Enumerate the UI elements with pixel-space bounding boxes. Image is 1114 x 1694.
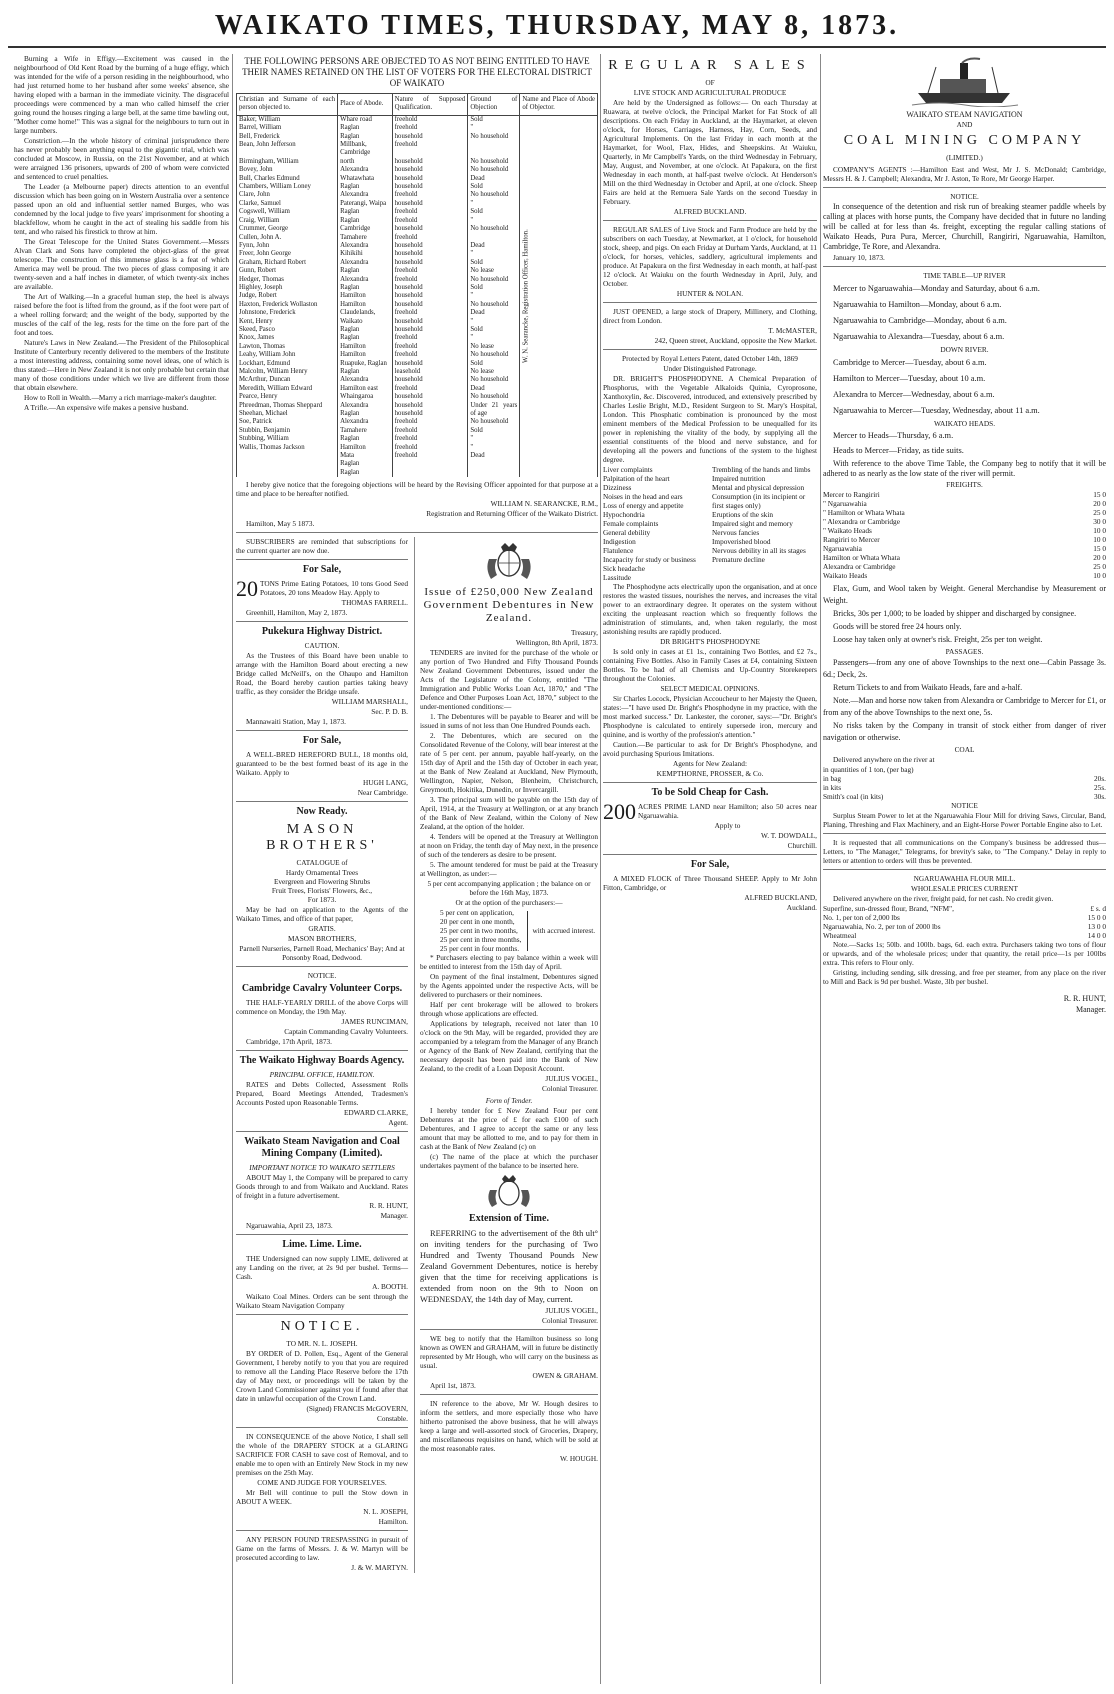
horse-note: Note.—Man and horse now taken from Alexandra or Cambridge to Mercer for £1, or from any of the above Townships to the next one, 5s.	[823, 696, 1106, 717]
condition-item: 3. The principal sum will be payable on the 15th day of April, 1914, at the Treasury at Wellington, or at any branch of the Bank of New Zealand, within the Colony of New Zealand, at the option of the holder.	[420, 795, 598, 832]
mason-heading: MASON BROTHERS'	[266, 822, 378, 854]
column-rule	[600, 54, 601, 1684]
mason-list: Hardy Ornamental Trees Evergreen and Flowering Shrubs Fruit Trees, Florists' Flowers, &c., For 1873.	[271, 868, 373, 905]
up-river-item: Mercer to Ngaruawahia—Monday and Saturday, about 6 a.m.	[833, 284, 1040, 293]
objections-date: Hamilton, May 5 1873.	[246, 519, 315, 529]
freight-rate: 15 0	[1093, 544, 1106, 553]
down-river-item: Alexandra to Mercer—Wednesday, about 6 a.m.	[833, 390, 995, 399]
timetable-heading: TIME TABLE—UP RIVER	[923, 271, 1006, 280]
divider	[236, 1530, 408, 1531]
divider	[420, 1394, 598, 1395]
price-item: Ngaruawahia, No. 2, per ton of 2000 lbs	[823, 922, 941, 931]
freight-rate: 30 0	[1093, 517, 1106, 526]
flour-mill-heading: NGARUAWAHIA FLOUR MILL.	[913, 874, 1016, 883]
coal-item: Smith's coal (in kits)	[823, 792, 884, 801]
just-opened-address: 242, Queen street, Auckland, opposite the New Market.	[654, 336, 817, 345]
divider	[603, 220, 817, 221]
freight-rate: 20 0	[1093, 553, 1106, 562]
gratis-label: GRATIS.	[308, 924, 336, 934]
subscribers-notice: SUBSCRIBERS are reminded that subscriptions for the current quarter are now due.	[236, 537, 408, 556]
mrbell-signature: N. L. JOSEPH,	[363, 1507, 408, 1517]
forsale2-body: A WELL-BRED HEREFORD BULL, 18 months old, guaranteed to be the best formed beast of its age in the Waikato. Apply to	[236, 750, 408, 778]
risks-note: No risks taken by the Company in transit of stock either from danger of river navigation or otherwise.	[823, 721, 1106, 742]
price-rate: £ s. d	[1090, 904, 1106, 913]
news-paragraph: Burning a Wife in Effigy.—Excitement was caused in the neighbourhood of Old Kent Road by the burning of a huge effigy, which was intended for the wife of a person residing in the neighbourhood, who had just returned home to her husband after some weeks' absence, she having eloped with a barman in the immediate vicinity. The disgraceful proceedings were commenced by a man who called himself the crier going round the houses ringing a large bell, at the same time bawling out, "Mother come home!" This was a signal for the neighbours to turn out in large numbers.	[14, 54, 229, 135]
coal-body: Delivered anywhere on the river at	[833, 755, 935, 764]
divider	[236, 1050, 408, 1051]
steam-company-subheading: IMPORTANT NOTICE TO WAIKATO SETTLERS	[249, 1163, 395, 1173]
freight-rate: 10 0	[1093, 571, 1106, 580]
objected-natures: freehold freehold household freehold household household household household freehold household freehold freehold household freehold household household household freehold freehold household household household freehold household household freehold freehold freehold household leasehold household freehold household household household freehold freehold freehold freehold freehold	[392, 115, 468, 477]
lime-footer: Waikato Coal Mines. Orders can be sent through the Waikato Steam Navigation Company	[236, 1292, 408, 1311]
debenture-heading: Issue of £250,000 New Zealand Government Debentures in New Zealand.	[423, 586, 595, 625]
objections-heading: THE FOLLOWING PERSONS ARE OBJECTED TO AS NOT BEING ENTITLED TO HAVE THEIR NAMES RETAINED ON THE LIST OF VOTERS FOR THE ELECTORAL DISTRICT OF WAIKATO	[242, 56, 592, 88]
caution-heading: CAUTION.	[304, 641, 340, 651]
up-river-item: Ngaruawahia to Alexandra—Tuesday, about 6 a.m.	[833, 332, 1005, 341]
divider	[236, 730, 408, 731]
surplus-body: Surplus Steam Power to let at the Ngaruawahia Flour Mill for driving Saws, Circular, Band, Planing, Threshing and Flax Machinery, and an Eight-Horse Power Portable Engine also to Let.	[823, 811, 1106, 829]
coal-item: in kits	[823, 783, 842, 792]
highway-agency-body: RATES and Debts Collected, Assessment Rolls Prepared, Board Meetings Attended, Tradesmen's Accounts Posted upon Reasonable Terms.	[236, 1080, 408, 1108]
request-body: It is requested that all communications on the Company's business be addressed thus—Letters, to "The Manager," Telegrams, for brevity's sake, to "The Company." Delay in reply to letters or attention to orders will thus be prevented.	[823, 838, 1106, 865]
freight-route: " Ngaruawahia	[823, 499, 867, 508]
heads-note: With reference to the above Time Table, the Company beg to notify that it will be adhered to as nearly as the low state of the river will permit.	[823, 459, 1106, 478]
right-subcolumn	[414, 537, 598, 1573]
divider	[823, 833, 1106, 834]
cash-sale-heading: To be Sold Cheap for Cash.	[651, 787, 769, 798]
freight-row	[823, 535, 1106, 544]
lime-body: THE Undersigned can now supply LIME, delivered at any Landing on the river, at 2s 9d per bushel. Terms—Cash.	[236, 1254, 408, 1282]
up-river-item: Ngaruawahia to Cambridge—Monday, about 6 a.m.	[833, 316, 1007, 325]
news-paragraph: The Art of Walking.—In a graceful human step, the heel is always raised before the foot is lifted from the ground, as if the foot were part of a wheel rolling forward; and the weight of the body, supported by the muscles of the calf of the leg, rests for the time on the fore part of the foot and toes.	[14, 292, 229, 337]
price-item: No. 1, per ton of 2,000 lbs	[823, 913, 900, 922]
sacks-note: Note.—Sacks 1s; 50lb. and 100lb. bags, 6d. each extra. Purchasers taking two tons of flour or upwards, and of the wholesale prices; under that quantity, the retail price—1s per 100lbs extra. This refers to Flour only.	[823, 940, 1106, 967]
company-name-line3: COAL MINING COMPANY	[843, 133, 1086, 148]
objections-role: Registration and Returning Officer of the Waikato District.	[426, 509, 598, 519]
heads-item: Mercer to Heads—Thursday, 6 a.m.	[833, 431, 954, 440]
condition-item: 4. Tenders will be opened at the Treasury at Wellington at noon on Friday, the tenth day of May next, in the presence of such of the tenderers as desire to be present.	[420, 832, 598, 860]
price-row	[823, 913, 1106, 922]
final-instalment: On payment of the final instalment, Debentures signed by the Agents appointed under the respective Acts, will be delivered to purchasers or their nominees.	[420, 972, 598, 1000]
phosphodyne-caution: Caution.—Be particular to ask for Dr Bright's Phosphodyne, and avoid purchasing Spurious Imitations.	[603, 740, 817, 758]
purchasers-note: * Purchasers electing to pay balance within a week will be entitled to interest from the 15th day of April.	[420, 953, 598, 972]
price-row	[823, 931, 1106, 940]
option-note: with accrued interest.	[527, 911, 595, 951]
column-rule	[820, 54, 821, 1684]
column-sales	[603, 54, 817, 1684]
condition-item: 2. The Debentures, which are secured on the Consolidated Revenue of the Colony, will bear interest at the rate of 5 per cent. per annum, payable half-yearly, on the 15th day of April and the 15th day of October in each year, at the Bank of New Zealand at Auckland, New Plymouth, Wellington, Napier, Nelson, Blenheim, Christchurch, Greymouth, Hokitika, Dunedin, or Invercargill.	[420, 731, 598, 795]
cash-sale-body: ACRES PRIME LAND near Hamilton; also 50 acres near Ngaruawahia.	[638, 802, 817, 820]
news-paragraph: A Trifle.—An expensive wife makes a pensive husband.	[24, 403, 189, 412]
mrbell-place: Hamilton.	[378, 1517, 408, 1527]
price-row	[823, 904, 1106, 913]
coal-row	[823, 783, 1106, 792]
regular-sales-signature: ALFRED BUCKLAND.	[673, 207, 747, 216]
freight-route: Alexandra or Cambridge	[823, 562, 896, 571]
bricks-note: Bricks, 30s per 1,000; to be loaded by shipper and discharged by consignee.	[833, 609, 1077, 618]
coal-rate: 20s.	[1094, 774, 1106, 783]
price-rate: 14 0 0	[1087, 931, 1106, 940]
form-note: (c) The name of the place at which the purchaser undertakes payment of the balance to be inserted here.	[420, 1152, 598, 1171]
freight-route: Rangiriri to Mercer	[823, 535, 880, 544]
vogel-signature: JULIUS VOGEL,	[545, 1074, 598, 1084]
notice-surplus-heading: NOTICE	[951, 801, 978, 810]
cash-sale-apply: Apply to	[714, 821, 741, 830]
opinions-heading: SELECT MEDICAL OPINIONS.	[660, 684, 760, 693]
divider	[823, 266, 1106, 267]
forsale2-heading: For Sale,	[302, 735, 342, 747]
divider	[236, 532, 598, 533]
coal-rate: 25s.	[1094, 783, 1106, 792]
option-intro: Or at the option of the purchasers:—	[455, 898, 563, 908]
objections-notice: I hereby give notice that the foregoing objections will be heard by the Revising Officer appointed for that purpose at a time and place to be hereafter notified.	[236, 480, 598, 499]
hough-signature: W. HOUGH.	[559, 1454, 598, 1464]
freight-route: " Alexandra or Cambridge	[823, 517, 900, 526]
objector-name: W. N. Searancke, Registration Officer, Hamilton.	[520, 115, 598, 477]
divider	[603, 302, 817, 303]
objections-signature: WILLIAM N. SEARANCKE, R.M.,	[490, 499, 598, 509]
price-list	[823, 904, 1106, 940]
pay-schedule: 5 per cent accompanying application ; the balance on or before the 16th May, 1873.	[427, 879, 591, 898]
down-river-item: Ngaruawahia to Mercer—Tuesday, Wednesday, about 11 a.m.	[833, 406, 1040, 415]
col-place-header: Place of Abode.	[338, 94, 393, 116]
caution-signature: WILLIAM MARSHALL,	[331, 697, 408, 707]
price-item: Superfine, sun-dressed flour, Brand, "NFM",	[823, 904, 954, 913]
divider	[603, 782, 817, 783]
joseph-body: BY ORDER of D. Pollen, Esq., Agent of the General Government, I hereby notify to you that you are required to remove all the Landing Place Reserve before the 17th day of May next, or proceedings will be taken by the Crown Land Commissioner against you if found after that date in unlawful occupation of the Crown Land.	[236, 1349, 408, 1404]
coal-list	[823, 765, 1106, 801]
freight-rate: 10 0	[1093, 535, 1106, 544]
divider	[823, 187, 1106, 188]
just-opened-body: JUST OPENED, a large stock of Drapery, Millinery, and Clothing, direct from London.	[603, 307, 817, 325]
freight-rate: 25 0	[1093, 562, 1106, 571]
coal-item: in quantities of 1 ton, (per bag)	[823, 765, 914, 774]
hough-body: IN reference to the above, Mr W. Hough desires to inform the settlers, and more especially those who have hitherto patronised the above business, that he will always keep a large and well-assorted stock of Groceries, Drapery, and miscellaneous requisites on hand, which will be sold at the most reasonable rates.	[420, 1399, 598, 1454]
ailments-left: Liver complaints Palpitation of the heart Dizziness Noises in the head and ears Loss of energy and appetite Hypochondria Female complaints General debility Indigestion Flatulence Incapacity for study or business Sick headache Lassitude	[603, 465, 696, 582]
divider	[236, 801, 408, 802]
mrbell-note: Mr Bell will continue to pull the Stow down in ABOUT A WEEK.	[236, 1488, 408, 1507]
divider	[236, 1131, 408, 1132]
company-name-line1: WAIKATO STEAM NAVIGATION	[906, 110, 1023, 119]
down-river-heading: DOWN RIVER.	[940, 345, 989, 354]
col-name-header: Christian and Surname of each person objected to.	[237, 94, 338, 116]
delivered-note: Delivered anywhere on the river, freight paid, for net cash. No credit given.	[833, 894, 1054, 903]
mason-apply: May be had on application to the Agents of the Waikato Times, and office of that paper,	[236, 905, 408, 924]
divider	[823, 869, 1106, 870]
agents-name: KEMPTHORNE, PROSSER, & Co.	[656, 769, 764, 778]
freight-rate: 20 0	[1093, 499, 1106, 508]
up-river-item: Ngaruawahia to Hamilton—Monday, about 6 a.m.	[833, 300, 1002, 309]
news-paragraph: Constriction.—In the whole history of criminal jurisprudence there has never probably been anything equal to the gigantic trial, which was concluded at Moscow, in Russia, on the 21st November, and at which were arraigned 136 prisoners, upwards of 200 of whom were convicted and sentenced to cruel penalties.	[14, 136, 229, 181]
form-of-tender: Form of Tender.	[485, 1096, 533, 1106]
patent-note: Protected by Royal Letters Patent, dated October 14th, 1869	[622, 354, 798, 363]
passages-body: Passengers—from any one of above Townships to the next one—Cabin Passage 3s. 6d.; Deck, 2s.	[823, 658, 1106, 679]
freight-row	[823, 571, 1106, 580]
highway-agency-signature: EDWARD CLARKE,	[343, 1108, 408, 1118]
hay-note: Loose hay taken only at owner's risk. Freight, 25s per ton weight.	[833, 635, 1043, 644]
forsale2-place: Near Cambridge.	[357, 788, 408, 798]
coal-heading: COAL	[954, 745, 975, 754]
cambridge-body: THE HALF-YEARLY DRILL of the above Corps will commence on Monday, the 19th May.	[236, 998, 408, 1017]
freight-row	[823, 562, 1106, 571]
coal-item: in bag	[823, 774, 842, 783]
company-name-line4: (LIMITED.)	[946, 153, 983, 162]
left-subcolumn	[236, 537, 408, 1573]
condition-item: 1. The Debentures will be payable to Bearer and will be issued in sums of not less than One Hundred Pounds each.	[420, 712, 598, 731]
forsale-signature: THOMAS FARRELL.	[341, 598, 408, 608]
divider	[236, 559, 408, 560]
sheep-sale-heading: For Sale,	[690, 859, 730, 870]
cash-sale-place: Churchill.	[787, 841, 817, 850]
trespass-body: ANY PERSON FOUND TRESPASSING in pursuit of Game on the farms of Messrs. J. & W. Martyn will be prosecuted according to law.	[236, 1535, 408, 1563]
divider	[236, 966, 408, 967]
news-paragraph: The Great Telescope for the United States Government.—Messrs Alvan Clark and Sons have completed the object-glass of the great telescope. The construction of this immense glass is a feat of which America may well be proud. The two pieces of glass composing it are twenty-seven and a half inches in diameter, of which twenty-six inches are available.	[14, 237, 229, 291]
wholesale-heading: WHOLESALE PRICES CURRENT	[910, 884, 1019, 893]
treasury-label: Treasury,	[570, 628, 598, 638]
freight-row	[823, 526, 1106, 535]
freight-list	[823, 490, 1106, 580]
hunt-role: Manager.	[1076, 1005, 1106, 1014]
freight-route: Mercer to Rangiriri	[823, 490, 880, 499]
forsale-body: TONS Prime Eating Potatoes, 10 tons Good Seed Potatoes, 20 tons Meadow Hay. Apply to	[260, 579, 408, 598]
news-paragraph: How to Roll in Wealth.—Marry a rich marriage-maker's daughter.	[24, 393, 217, 402]
freight-row	[823, 517, 1106, 526]
just-opened-signature: T. McMASTER,	[768, 326, 817, 335]
company-name-line2: AND	[956, 120, 973, 129]
down-river-item: Cambridge to Mercer—Tuesday, about 6 a.m.	[833, 358, 987, 367]
mason-signature: MASON BROTHERS,	[287, 934, 357, 944]
freight-row	[823, 490, 1106, 499]
forsale2-signature: HUGH LANG,	[363, 778, 408, 788]
caution-role: Sec. P. D. B.	[371, 707, 408, 717]
divider	[236, 1427, 408, 1428]
divider	[603, 349, 817, 350]
steam-company-date: Ngaruawahia, April 23, 1873.	[246, 1221, 333, 1231]
treasury-date: Wellington, 8th April, 1873.	[515, 638, 598, 648]
masthead-title: WAIKATO TIMES, THURSDAY, MAY 8, 1873.	[214, 10, 900, 41]
freight-rate: 10 0	[1093, 526, 1106, 535]
regular-sales-subheading: LIVE STOCK AND AGRICULTURAL PRODUCE	[633, 88, 787, 97]
forsale-place: Greenhill, Hamilton, May 2, 1873.	[246, 608, 348, 618]
joseph-role: Constable.	[376, 1414, 408, 1424]
news-paragraph: The Leader (a Melbourne paper) directs attention to an eventful discussion which has been going on in Western Australia over a sentence passed upon an old and influential settler named Burges, who was condemned by the local judge to five years' imprisonment for shooting a blackfellow, whom he caught in the act of stealing his saddle from his tent, and who raised his firestick to throw at him.	[14, 182, 229, 236]
condition-item: 5. The amount tendered for must be paid at the Treasury at Wellington, as under:—	[420, 860, 598, 879]
goods-note: Goods will be stored free 24 hours only.	[833, 622, 962, 631]
objected-grounds: Sold " No household No household No household Dead Sold No household " Sold " No household Dead " Sold No lease No household Sold " No household Dead " Sold " No lease No household Sold No lease No household Dead No household Under 21 years of age No household Sold " " Dead	[468, 115, 520, 477]
phosphodyne-sold: Is sold only in cases at £1 1s., containing Two Bottles, and £2 7s., containing Five Bottles. Also in Family Cases at £4, containing Sixteen Bottles. To be had of all Chemists and Up-Country Storekeepers throughout the Colonies.	[603, 647, 817, 683]
phosphodyne-body-2: The Phosphodyne acts electrically upon the organisation, and at once restores the wasted tissues, nourishes the nerves, and increases the vital power to an extraordinary degree. It operates on the system without exciting the unpleasant reaction which so frequently follows the administration of stimulants, and, when taken regularly, the most astonishing results are rapidly produced.	[603, 582, 817, 636]
freight-row	[823, 553, 1106, 562]
highway-agency-office: PRINCIPAL OFFICE, HAMILTON.	[269, 1070, 375, 1080]
lime-signature: A. BOOTH.	[372, 1282, 408, 1292]
sheep-sale-body: A MIXED FLOCK of Three Thousand SHEEP. Apply to Mr John Fitton, Cambridge, or	[603, 874, 817, 892]
come-and-judge: COME AND JUDGE FOR YOURSELVES.	[257, 1478, 387, 1488]
tenders-intro: TENDERS are invited for the purchase of the whole or any portion of Two Hundred and Fifty Thousand Pounds New Zealand Government Debentures, issued under the Acts of the Legislature of the Colony, entitled "The Immigration and Public Works Loan Act, 1870," and "The Defence and Other Purposes Loan Act, 1870," subject to the under-mentioned conditions:—	[420, 648, 598, 712]
divider	[236, 1314, 408, 1315]
agents-label: Agents for New Zealand:	[673, 759, 747, 768]
company-notice-label: NOTICE.	[950, 192, 979, 201]
mason-catalogue: CATALOGUE of	[296, 858, 348, 868]
column-news	[14, 54, 229, 1684]
freight-row	[823, 544, 1106, 553]
divider	[420, 1329, 598, 1330]
patronage-note: Under Distinguished Patronage.	[663, 364, 757, 373]
coal-row	[823, 792, 1106, 801]
steam-company-heading: Waikato Steam Navigation and Coal Mining Company (Limited).	[244, 1136, 400, 1160]
royal-crest-icon	[420, 539, 598, 583]
highway-agency-role: Agent.	[388, 1118, 408, 1128]
passages-heading: PASSAGES.	[945, 647, 984, 656]
caution-body: As the Trustees of this Board have been unable to arrange with the Hamilton Board about erecting a new Bridge called McNeill's, on the Ohaupo and Hamilton Road, the Board hereby caution parties taking heavy traffic, as they consider the Bridge unsafe.	[236, 651, 408, 697]
down-river-item: Hamilton to Mercer—Tuesday, about 10 a.m.	[833, 374, 986, 383]
extension-role: Colonial Treasurer.	[542, 1316, 598, 1326]
objected-places: Whare road Raglan Raglan Millbank, Cambridge north Alexandra Whatawhata Raglan Alexandra Paterangi, Waipa Raglan Raglan Cambridge Tamahere Alexandra Kihikihi Alexandra Raglan Alexandra Raglan Hamilton Hamilton Claudelands, Waikato Raglan Raglan Hamilton Hamilton Ruapuke, Raglan Raglan Alexandra Hamilton east Whaingaroa Alexandra Raglan Alexandra Tamahere Raglan Hamilton Mata Raglan Raglan	[338, 115, 393, 477]
coal-row	[823, 774, 1106, 783]
objected-names: Baker, William Barrel, William Bell, Frederick Bean, John Jefferson Birmingham, William Bovey, John Bull, Charles Edmund Chambers, William Loney Clare, John Clarke, Samuel Cogswell, William Craig, William Crummer, George Cullen, John A. Fynn, John Freer, John George Graham, Richard Robert Gunn, Robert Hedger, Thomas Highley, Joseph Judge, Robert Haxton, Frederick Wollaston Johnstone, Frederick Kent, Henry Skeed, Pasco Knox, James Lawton, Thomas Leahy, William John Lockhart, Edmund Malcolm, William Henry McArthur, Duncan Meredith, William Edward Pearce, Henry Phreedman, Thomas Sheppard Sheehan, Michael Soe, Patrick Stubbin, Benjamin Stubbing, William Wallis, Thomas Jackson	[237, 115, 338, 477]
news-paragraph: Nature's Laws in New Zealand.—The President of the Philosophical Institute of Canterbury recently delivered to the members of the Institute a most interesting address, containing some novel ideas, one of which is thus stated:—Here in New Zealand it is not only probable but certain that many of those conditions under which we live are different from those that obtain elsewhere.	[14, 338, 229, 392]
cash-sale-signature: W. T. DOWDALL,	[760, 831, 817, 840]
col-ground-header: Ground of Objection	[468, 94, 520, 116]
highway-agency-heading: The Waikato Highway Boards Agency.	[239, 1055, 405, 1067]
forsale-number: 20	[236, 576, 258, 602]
heads-item: Heads to Mercer—Friday, as tide suits.	[833, 446, 964, 455]
col-objector-header: Name and Place of Abode of Objector.	[520, 94, 598, 116]
company-notice-date: January 10, 1873.	[833, 253, 885, 262]
form-body: I hereby tender for £ New Zealand Four per cent Debentures at the price of £ for each £100 of such Debentures, and I agree to accept the same or any less amount that may be allotted to me, and to pay for them in cash at the Bank of New Zealand (c) on	[420, 1106, 598, 1152]
divider	[603, 854, 817, 855]
caution-date: Mannawaiti Station, May 1, 1873.	[246, 717, 346, 727]
steam-company-signature: R. R. HUNT,	[369, 1201, 408, 1211]
steamship-icon	[823, 57, 1106, 107]
price-rate: 15 0 0	[1087, 913, 1106, 922]
joseph-signature: (Signed) FRANCIS McGOVERN,	[306, 1404, 408, 1414]
trespass-signature: J. & W. MARTYN.	[351, 1563, 408, 1573]
extension-signature: JULIUS VOGEL,	[545, 1306, 598, 1316]
steam-company-body: ABOUT May 1, the Company will be prepared to carry Goods through to and from Waikato and Auckland. Rates of freight in a future advertisement.	[236, 1173, 408, 1201]
phosphodyne-body: DR. BRIGHT'S PHOSPHODYNE. A Chemical Preparation of Phosphorus, with the Vegetable Alkaloids Quinia, Cyroprosone, Xanthoxylin, &c. Discovered, introduced, and extensively prescribed by Charles Leslie Bright, M.D., Resident Surgeon to St. Mary's Hospital, London. This Phosphatic combination is pronounced by the most eminent members of the Medical Profession to be unequalled for its power in replenishing the vitality of the body, by supplying all the essential constituents of the blood and nerve substance, and for developing all the powers and functions of the system to the highest degree.	[603, 374, 817, 464]
phosphodyne-heading: DR BRIGHT'S PHOSPHODYNE	[660, 637, 760, 646]
lime-heading: Lime. Lime. Lime.	[282, 1239, 362, 1251]
freight-row	[823, 499, 1106, 508]
cambridge-signature: JAMES RUNCIMAN,	[341, 1017, 408, 1027]
price-rate: 13 0 0	[1087, 922, 1106, 931]
cambridge-heading: Cambridge Cavalry Volunteer Corps.	[241, 983, 403, 995]
objections-table	[236, 93, 598, 477]
regular2-body: REGULAR SALES of Live Stock and Farm Produce are held by the subscribers on each Tuesday, at Newmarket, at 1 o'clock, for household stock, sheep, and pigs. On each Friday at Durham Yards, Auckland, at 11 o'clock, for horses, vehicles, saddlery, agricultural implements and produce. At Papakura on the first Wednesday in each month, at half-past 12 o'clock. At Waiuku on the fourth Wednesday in April, July, and October.	[603, 225, 817, 288]
grist-note: Gristing, including sending, silk dressing, and free per steamer, from any place on the river to Mill and Back is 9d per bushel. Waste, 3lb per bushel.	[823, 968, 1106, 986]
freight-rate: 15 0	[1093, 490, 1106, 499]
regular-sales-of: OF	[705, 78, 715, 87]
coal-rate: 30s.	[1094, 792, 1106, 801]
to-joseph: TO MR. N. L. JOSEPH.	[286, 1339, 358, 1349]
cambridge-date: Cambridge, 17th April, 1873.	[246, 1037, 332, 1047]
col-nature-header: Nature of Supposed Qualification.	[392, 94, 468, 116]
heads-heading: WAIKATO HEADS.	[933, 419, 996, 428]
notice-heading: NOTICE.	[280, 1319, 364, 1335]
freight-route: Hamilton or Whata Whata	[823, 553, 900, 562]
freight-route: " Hamilton or Whata Whata	[823, 508, 905, 517]
sheep-sale-place: Auckland.	[786, 903, 817, 912]
divider	[236, 1234, 408, 1235]
freight-route: Waikato Heads	[823, 571, 868, 580]
royal-crest-icon	[420, 1172, 598, 1210]
telegraph-note: Applications by telegraph, received not later than 10 o'clock on the 9th May, will be regarded, provided they are accompanied by a telegram from the Manager of any Branch or Agency of the Bank of New Zealand, certifying that the necessary deposit has been paid into the Bank of New Zealand, to the credit of a Loan Deposit Account.	[420, 1019, 598, 1074]
freight-row	[823, 508, 1106, 517]
notice-label: NOTICE.	[307, 971, 337, 981]
steam-company-role: Manager.	[380, 1211, 408, 1221]
freight-route: Ngaruawahia	[823, 544, 862, 553]
freight-route: " Waikato Heads	[823, 526, 872, 535]
regular-sales-heading: REGULAR SALES	[608, 58, 812, 73]
freight-rate: 25 0	[1093, 508, 1106, 517]
extension-body: REFERRING to the advertisement of the 8th ult° on inviting tenders for the purchasing of Two Hundred and Twenty Thousand Pounds New Zealand Government Debentures, notice is hereby given that the time for receiving applications is extended from noon on the 9th to Noon on WEDNESDAY, the 14th day of May, current.	[420, 1229, 598, 1305]
divider	[236, 621, 408, 622]
column-steam-company	[823, 54, 1106, 1684]
flax-note: Flax, Gum, and Wool taken by Weight. General Merchandise by Measurement or Weight.	[823, 584, 1106, 605]
vogel-role: Colonial Treasurer.	[542, 1084, 598, 1094]
return-tickets: Return Tickets to and from Waikato Heads, fare and a-half.	[833, 683, 1023, 692]
cash-sale-number: 200	[603, 799, 636, 824]
cambridge-role: Captain Commanding Cavalry Volunteers.	[284, 1027, 408, 1037]
option-list: 5 per cent on application, 20 per cent in one month, 25 per cent in two months, 25 per cent in three months, 25 per cent in four months.	[440, 908, 522, 954]
price-row	[823, 922, 1106, 931]
column-notices	[236, 54, 598, 1684]
regular-sales-body: Are held by the Undersigned as follows:— On each Thursday at Ruawara, at twelve o'clock, the Principal Market for Fat Stock of all descriptions. On each Friday in Auckland, at the Haymarket, at eleven o'clock, for Horses, Carriages, Harness, Hay, Corn, Seeds, and Agricultural Implements. On the last Friday in each month at the Haymarket, for Wool, Flax, Hides, and Sheepskins. At Waiuku, Quarterly, in Mr Campbell's Yards, on the third Wednesday in February, May, August, and November, at one o'clock. At Papakura, on the first Wednesday in each month, at half-past twelve o'clock. At Henderson's Mill on the third Wednesday in October and April, at one o'clock. Sheep Fairs are held at the Remuera Sale Yards on the second Tuesday in February.	[603, 98, 817, 206]
opinions-body: Sir Charles Locock, Physician Accoucheur to her Majesty the Queen, states:—"I have used Dr. Bright's Phosphodyne in my practice, with the most marked success." Dr. Lankester, the coroner, says:—"Dr. Bright's Phosphodyne is calculated to entirely supersede iron, mercury and quinine, and is worthy of the profession's attention."	[603, 694, 817, 739]
company-notice-body: In consequence of the detention and risk run of breaking steamer paddle wheels by calling at places with horse punts, the Company have decided that in future no landing will be called at for less than 4s. freight, excepting the regular calling stations of Waikato Heads, Pura Pura, Mercer, Churchill, Rangiriri, Ngaruawahia, Hamilton, Cambridge, Te Rore, and Alexandra.	[823, 202, 1106, 251]
hamilton-business-body: WE beg to notify that the Hamilton business so long known as OWEN and GRAHAM, will in future be distinctly represented by Mr Hough, who will carry on the business as usual.	[420, 1334, 598, 1371]
pukekura-heading: Pukekura Highway District.	[261, 626, 383, 638]
hamilton-business-signature: OWEN & GRAHAM.	[532, 1371, 598, 1381]
extension-heading: Extension of Time.	[469, 1213, 549, 1225]
price-item: Wheatmeal	[823, 931, 857, 940]
consequence-body: IN CONSEQUENCE of the above Notice, I shall sell the whole of the DRAPERY STOCK at a GLARING SACRIFICE FOR CASH to save cost of Removal, and to enable me to open with an Entirely New Stock in my new premises on the 25th May.	[236, 1432, 408, 1478]
ailments-right: Trembling of the hands and limbs Impaired nutrition Mental and physical depression Consumption (in its incipient or first stages only) Eruptions of the skin Impaired sight and memory Nervous fancies Impoverished blood Nervous debility in all its stages Premature decline	[712, 465, 811, 564]
regular2-signature: HUNTER & NOLAN.	[676, 289, 744, 298]
coal-row	[823, 765, 1106, 774]
sheep-sale-signature: ALFRED BUCKLAND,	[744, 893, 817, 902]
mason-address: Parnell Nurseries, Parnell Road, Mechanics' Bay; And at Ponsonby Road, Dedwood.	[239, 944, 405, 963]
brokers-note: Half per cent brokerage will be allowed to brokers through whose applications are effected.	[420, 1000, 598, 1019]
forsale-heading: For Sale,	[302, 564, 342, 576]
column-rule	[232, 54, 233, 1684]
hunt-signature: R. R. HUNT,	[1063, 994, 1106, 1003]
nowready-heading: Now Ready.	[296, 806, 348, 818]
company-agents: COMPANY'S AGENTS :—Hamilton East and West, Mr J. S. McDonald; Cambridge, Messrs H. & J. Campbell; Alexandra, Mr J. Aston, Te Rore, Mr George Harper.	[823, 165, 1106, 183]
hamilton-business-date: April 1st, 1873.	[430, 1381, 476, 1391]
freights-heading: FREIGHTS.	[946, 480, 983, 489]
masthead	[8, 6, 1106, 48]
